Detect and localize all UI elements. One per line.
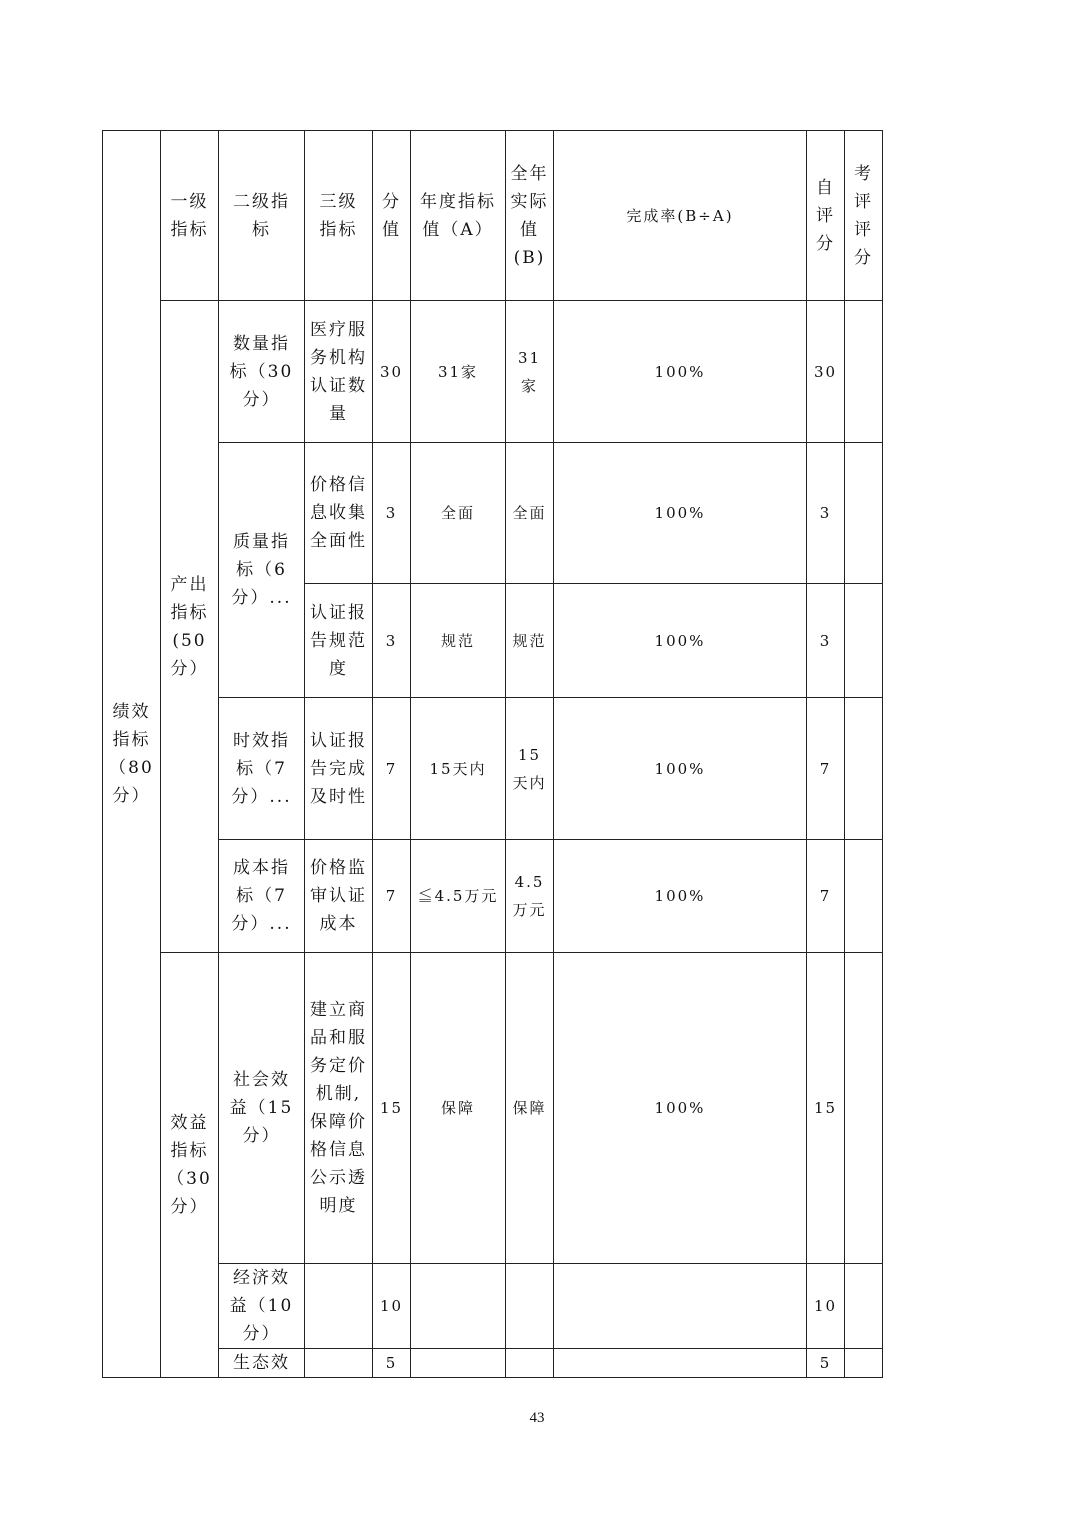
rate-cell: 100% bbox=[554, 584, 807, 698]
review-score-cell bbox=[845, 953, 883, 1264]
level3-cell: 价格监审认证成本 bbox=[305, 840, 373, 953]
target-cell: 15天内 bbox=[411, 698, 506, 840]
score-cell: 5 bbox=[373, 1349, 411, 1378]
target-cell: 规范 bbox=[411, 584, 506, 698]
actual-cell: 保障 bbox=[506, 953, 554, 1264]
table-row bbox=[103, 698, 883, 840]
actual-cell: 全面 bbox=[506, 443, 554, 584]
level3-cell: 医疗服务机构认证数量 bbox=[305, 301, 373, 443]
level2-cell: 数量指标（30分） bbox=[219, 301, 305, 443]
score-cell: 7 bbox=[373, 840, 411, 953]
level3-cell bbox=[305, 1349, 373, 1378]
level2-cell: 质量指标（6分）... bbox=[219, 443, 305, 698]
header-level2: 二级指标 bbox=[219, 131, 305, 301]
level3-cell: 价格信息收集全面性 bbox=[305, 443, 373, 584]
actual-cell bbox=[506, 1349, 554, 1378]
header-level3: 三级指标 bbox=[305, 131, 373, 301]
level2-cell: 社会效益（15分） bbox=[219, 953, 305, 1264]
table-row bbox=[103, 443, 883, 584]
score-cell: 15 bbox=[373, 953, 411, 1264]
outer-label-cell: 绩效指标（80分） bbox=[103, 131, 161, 1378]
header-row bbox=[103, 131, 883, 301]
review-score-cell bbox=[845, 584, 883, 698]
rate-cell bbox=[554, 1349, 807, 1378]
rate-cell: 100% bbox=[554, 953, 807, 1264]
level3-cell bbox=[305, 1264, 373, 1349]
target-cell: 全面 bbox=[411, 443, 506, 584]
score-cell: 7 bbox=[373, 698, 411, 840]
level2-cell: 时效指标（7分）... bbox=[219, 698, 305, 840]
self-score-cell: 30 bbox=[807, 301, 845, 443]
rate-cell: 100% bbox=[554, 443, 807, 584]
actual-cell: 4.5万元 bbox=[506, 840, 554, 953]
self-score-cell: 7 bbox=[807, 698, 845, 840]
header-rate: 完成率(B÷A) bbox=[554, 131, 807, 301]
actual-cell: 15天内 bbox=[506, 698, 554, 840]
page-number: 43 bbox=[529, 1410, 545, 1426]
header-actual: 全年实际值(B) bbox=[506, 131, 554, 301]
rate-cell bbox=[554, 1264, 807, 1349]
table-row bbox=[103, 1264, 883, 1349]
review-score-cell bbox=[845, 301, 883, 443]
review-score-cell bbox=[845, 443, 883, 584]
level3-cell: 认证报告规范度 bbox=[305, 584, 373, 698]
actual-cell: 31家 bbox=[506, 301, 554, 443]
review-score-cell bbox=[845, 1264, 883, 1349]
table-row bbox=[103, 301, 883, 443]
self-score-cell: 15 bbox=[807, 953, 845, 1264]
group-benefit: 效益指标（30分） bbox=[161, 953, 219, 1378]
level3-cell: 建立商品和服务定价机制,保障价格信息公示透明度 bbox=[305, 953, 373, 1264]
level3-cell: 认证报告完成及时性 bbox=[305, 698, 373, 840]
rate-cell: 100% bbox=[554, 301, 807, 443]
self-score-cell: 3 bbox=[807, 584, 845, 698]
score-cell: 3 bbox=[373, 584, 411, 698]
group-output: 产出指标(50分） bbox=[161, 301, 219, 953]
target-cell: 保障 bbox=[411, 953, 506, 1264]
level2-cell: 经济效益（10分） bbox=[219, 1264, 305, 1349]
table-row bbox=[103, 840, 883, 953]
table-row bbox=[103, 953, 883, 1264]
review-score-cell bbox=[845, 1349, 883, 1378]
level2-cell: 生态效 bbox=[219, 1349, 305, 1378]
actual-cell: 规范 bbox=[506, 584, 554, 698]
rate-cell: 100% bbox=[554, 840, 807, 953]
target-cell bbox=[411, 1264, 506, 1349]
target-cell: ≦4.5万元 bbox=[411, 840, 506, 953]
self-score-cell: 7 bbox=[807, 840, 845, 953]
review-score-cell bbox=[845, 698, 883, 840]
review-score-cell bbox=[845, 840, 883, 953]
actual-cell bbox=[506, 1264, 554, 1349]
self-score-cell: 5 bbox=[807, 1349, 845, 1378]
header-self: 自评分 bbox=[807, 131, 845, 301]
header-review: 考评评分 bbox=[845, 131, 883, 301]
score-cell: 3 bbox=[373, 443, 411, 584]
performance-table bbox=[102, 130, 883, 1378]
rate-cell: 100% bbox=[554, 698, 807, 840]
header-target: 年度指标值（A） bbox=[411, 131, 506, 301]
self-score-cell: 3 bbox=[807, 443, 845, 584]
header-level1: 一级指标 bbox=[161, 131, 219, 301]
target-cell bbox=[411, 1349, 506, 1378]
self-score-cell: 10 bbox=[807, 1264, 845, 1349]
score-cell: 30 bbox=[373, 301, 411, 443]
header-score: 分值 bbox=[373, 131, 411, 301]
level2-cell: 成本指标（7分）... bbox=[219, 840, 305, 953]
target-cell: 31家 bbox=[411, 301, 506, 443]
score-cell: 10 bbox=[373, 1264, 411, 1349]
table-row bbox=[103, 1349, 883, 1378]
